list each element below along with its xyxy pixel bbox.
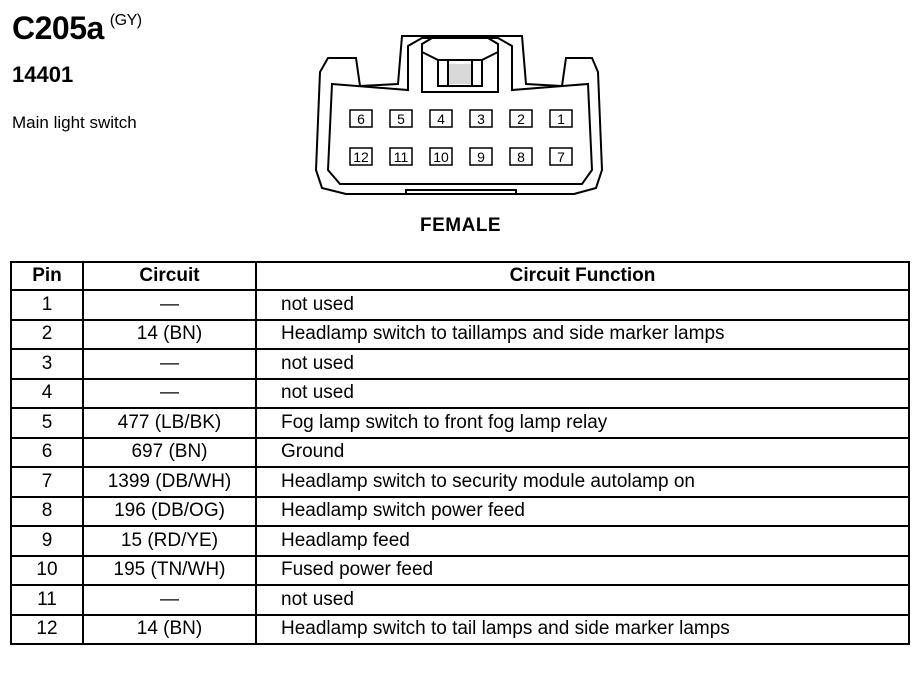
pin-number-label: 1 bbox=[557, 111, 565, 127]
table-row bbox=[11, 408, 909, 438]
table-row bbox=[11, 467, 909, 497]
pin-cell: 1 bbox=[11, 290, 83, 320]
pin-number-label: 4 bbox=[437, 111, 445, 127]
pin-cell: 9 bbox=[11, 526, 83, 556]
table-row bbox=[11, 556, 909, 586]
circuit-cell: 15 (RD/YE) bbox=[83, 526, 256, 556]
circuit-cell: 477 (LB/BK) bbox=[83, 408, 256, 438]
function-cell: Headlamp switch power feed bbox=[256, 497, 909, 527]
pinout-table bbox=[10, 261, 910, 645]
connector-face-diagram bbox=[310, 20, 610, 210]
pin-number-label: 12 bbox=[353, 149, 369, 165]
pin-number-label: 9 bbox=[477, 149, 485, 165]
circuit-cell: — bbox=[83, 379, 256, 409]
connector-color-code: (GY) bbox=[109, 12, 142, 29]
function-cell: not used bbox=[256, 379, 909, 409]
pin-cell: 8 bbox=[11, 497, 83, 527]
pin-number-label: 10 bbox=[433, 149, 449, 165]
table-header-row bbox=[11, 262, 909, 290]
connector-title bbox=[12, 10, 142, 47]
circuit-cell: 1399 (DB/WH) bbox=[83, 467, 256, 497]
connector-description: Main light switch bbox=[12, 113, 137, 132]
pin-number-label: 2 bbox=[517, 111, 525, 127]
circuit-cell: 697 (BN) bbox=[83, 438, 256, 468]
circuit-cell: — bbox=[83, 349, 256, 379]
circuit-cell: — bbox=[83, 290, 256, 320]
table-row bbox=[11, 526, 909, 556]
connector-id: C205a bbox=[12, 10, 104, 46]
pin-cell: 12 bbox=[11, 615, 83, 645]
pin-cell: 6 bbox=[11, 438, 83, 468]
table-row bbox=[11, 438, 909, 468]
pin-cell: 4 bbox=[11, 379, 83, 409]
function-cell: Headlamp switch to taillamps and side marker lamps bbox=[256, 320, 909, 350]
circuit-cell: 14 (BN) bbox=[83, 320, 256, 350]
gender-label: FEMALE bbox=[420, 215, 502, 236]
header-circuit-function: Circuit Function bbox=[256, 262, 909, 290]
pin-cell: 7 bbox=[11, 467, 83, 497]
header-circuit: Circuit bbox=[83, 262, 256, 290]
pin-number-label: 7 bbox=[557, 149, 565, 165]
table-row bbox=[11, 320, 909, 350]
pin-cell: 2 bbox=[11, 320, 83, 350]
circuit-cell: — bbox=[83, 585, 256, 615]
pin-number-label: 6 bbox=[357, 111, 365, 127]
table-row bbox=[11, 497, 909, 527]
table-row bbox=[11, 585, 909, 615]
function-cell: Headlamp feed bbox=[256, 526, 909, 556]
pin-cell: 10 bbox=[11, 556, 83, 586]
pin-number-label: 8 bbox=[517, 149, 525, 165]
function-cell: not used bbox=[256, 290, 909, 320]
pin-cell: 5 bbox=[11, 408, 83, 438]
function-cell: Ground bbox=[256, 438, 909, 468]
table-row bbox=[11, 349, 909, 379]
pin-cell: 3 bbox=[11, 349, 83, 379]
function-cell: Fused power feed bbox=[256, 556, 909, 586]
function-cell: Headlamp switch to tail lamps and side marker lamps bbox=[256, 615, 909, 645]
pin-number-label: 11 bbox=[393, 149, 409, 165]
header-pin: Pin bbox=[11, 262, 83, 290]
circuit-cell: 195 (TN/WH) bbox=[83, 556, 256, 586]
function-cell: not used bbox=[256, 349, 909, 379]
table-row bbox=[11, 290, 909, 320]
part-number: 14401 bbox=[12, 62, 74, 87]
table-row bbox=[11, 615, 909, 645]
circuit-cell: 196 (DB/OG) bbox=[83, 497, 256, 527]
function-cell: Headlamp switch to security module autolamp on bbox=[256, 467, 909, 497]
circuit-cell: 14 (BN) bbox=[83, 615, 256, 645]
function-cell: Fog lamp switch to front fog lamp relay bbox=[256, 408, 909, 438]
pin-number-label: 5 bbox=[397, 111, 405, 127]
table-row bbox=[11, 379, 909, 409]
function-cell: not used bbox=[256, 585, 909, 615]
pin-cell: 11 bbox=[11, 585, 83, 615]
pin-number-label: 3 bbox=[477, 111, 485, 127]
